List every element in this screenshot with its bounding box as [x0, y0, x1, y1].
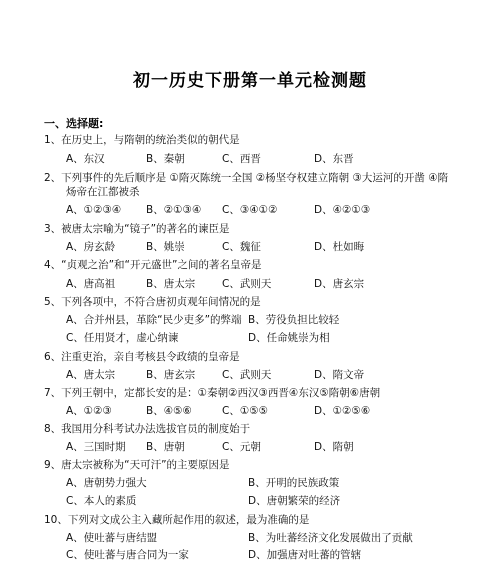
option-d: D、杜如晦	[314, 241, 365, 253]
option-a: A、唐朝势力强大	[66, 477, 147, 489]
question-stem: 4、“贞观之治”和“开元盛世”之间的著名皇帝是	[44, 259, 262, 271]
question-4-options	[0, 277, 500, 292]
question-7	[0, 386, 500, 401]
option-c: C、本人的素质	[66, 495, 137, 507]
question-8	[0, 422, 500, 437]
option-a: A、三国时期	[66, 441, 126, 453]
option-c: C、①⑤⑤	[222, 405, 269, 417]
option-b: B、姚崇	[146, 241, 185, 253]
question-9-options-row1	[0, 476, 500, 491]
question-stem: 7、下列王朝中，定都长安的是：①秦朝②西汉③西晋④东汉⑤隋朝⑥唐朝	[44, 387, 381, 399]
option-b: B、④⑤⑥	[146, 405, 192, 417]
option-b: B、开明的民族政策	[248, 477, 340, 489]
option-d: D、任命姚崇为相	[248, 332, 330, 344]
section-heading: 一、选择题:	[44, 117, 104, 130]
option-d: D、唐朝繁荣的经济	[248, 495, 341, 507]
question-stem-continued: 炀帝在江都被杀	[66, 186, 140, 198]
question-2	[0, 171, 500, 186]
option-b: B、秦朝	[146, 153, 185, 165]
option-d: D、隋文帝	[314, 369, 365, 381]
question-6-options	[0, 368, 500, 383]
question-6	[0, 350, 500, 365]
question-stem: 5、下列各项中，不符合唐初贞观年间情况的是	[44, 296, 261, 308]
option-c: C、任用贤才，虚心纳谏	[66, 332, 179, 344]
option-d: D、④②①③	[314, 204, 371, 216]
question-stem: 3、被唐太宗喻为“镜子”的著名的谏臣是	[44, 223, 230, 235]
question-stem: 2、下列事件的先后顺序是 ①隋灭陈统一全国 ②杨坚夺权建立隋朝 ③大运河的开凿 ④隋	[44, 172, 449, 184]
option-d: D、东晋	[314, 153, 354, 165]
option-c: C、武则天	[222, 278, 272, 290]
option-d: D、①②⑤⑥	[314, 405, 371, 417]
question-3-options	[0, 240, 500, 255]
option-b: B、②①③④	[146, 204, 202, 216]
option-a: A、东汉	[66, 153, 105, 165]
option-c: C、使吐蕃与唐合同为一家	[66, 549, 189, 561]
question-5-options-row2	[0, 331, 500, 346]
question-1-options	[0, 152, 500, 167]
page-title: 初一历史下册第一单元检测题	[133, 71, 367, 91]
option-a: A、唐高祖	[66, 278, 116, 290]
question-9	[0, 458, 500, 473]
option-b: B、唐太宗	[146, 278, 196, 290]
option-c: C、魏征	[222, 241, 261, 253]
option-a: A、合并州县，革除“民少吏多”的弊端	[66, 314, 242, 326]
question-10	[0, 513, 500, 528]
option-d: D、唐玄宗	[314, 278, 365, 290]
option-d: D、加强唐对吐蕃的管辖	[248, 549, 362, 561]
option-c: C、武则天	[222, 369, 272, 381]
option-b: B、为吐蕃经济文化发展做出了贡献	[248, 532, 413, 544]
question-3	[0, 222, 500, 237]
option-c: C、西晋	[222, 153, 261, 165]
question-2-options	[0, 203, 500, 218]
option-b: B、唐朝	[146, 441, 185, 453]
question-10-options-row1	[0, 531, 500, 546]
option-a: A、①②③	[66, 405, 112, 417]
question-stem: 9、唐太宗被称为“天可汗”的主要原因是	[44, 459, 230, 471]
question-7-options	[0, 404, 500, 419]
question-stem: 1、在历史上，与隋朝的统治类似的朝代是	[44, 134, 240, 146]
option-a: A、房玄龄	[66, 241, 116, 253]
option-c: C、③④①②	[222, 204, 278, 216]
question-10-options-row2	[0, 548, 500, 563]
option-d: D、隋朝	[314, 441, 354, 453]
question-stem: 10、下列对文成公主入藏所起作用的叙述，最为准确的是	[44, 514, 310, 526]
option-b: B、唐玄宗	[146, 369, 196, 381]
question-5-options-row1	[0, 313, 500, 328]
question-2-cont	[0, 185, 500, 200]
option-c: C、元朝	[222, 441, 261, 453]
option-a: A、使吐蕃与唐结盟	[66, 532, 158, 544]
question-9-options-row2	[0, 494, 500, 509]
option-a: A、唐太宗	[66, 369, 116, 381]
question-stem: 8、我国用分科考试办法选拔官员的制度始于	[44, 423, 251, 435]
option-b: B、劳役负担比较轻	[248, 314, 340, 326]
question-5	[0, 295, 500, 310]
question-4	[0, 258, 500, 273]
question-1	[0, 133, 500, 148]
question-8-options	[0, 440, 500, 455]
question-stem: 6、注重吏治，亲自考核县令政绩的皇帝是	[44, 351, 240, 363]
option-a: A、①②③④	[66, 204, 122, 216]
